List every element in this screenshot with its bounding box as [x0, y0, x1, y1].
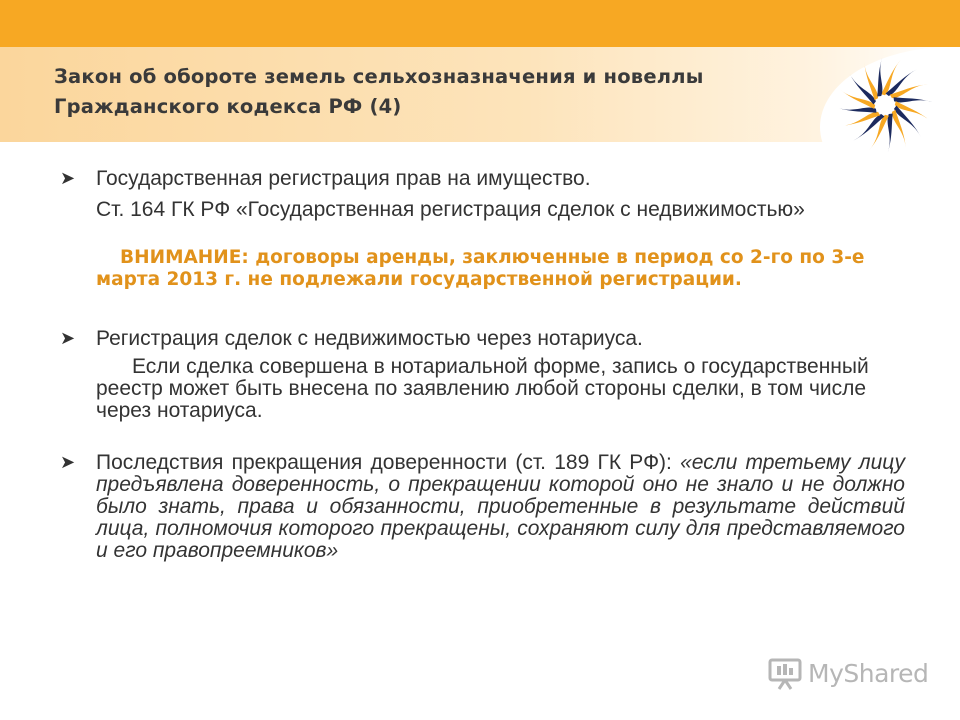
legal-quote: «если третьему лицу предъявлена доверенность, о прекращении которой оно не знало и не должно было знать, права и обязанности, приобретенные в результате действий лица, полномочия которого прекращены, сохраняют силу для представляемого и его правопреемников» [96, 451, 905, 562]
slide-title-line-1: Закон об обороте земель сельхозназначения и новеллы [54, 65, 704, 88]
bullet-text: Последствия прекращения доверенности (ст. 189 ГК РФ): [96, 451, 681, 474]
sun-swirl-logo-icon [836, 56, 934, 154]
warning-notice: ВНИМАНИЕ: договоры аренды, заключенные в период со 2-го по 3-е марта 2013 г. не подлежали государственной регистрации. [96, 247, 865, 290]
bullet-item-power-of-attorney [60, 452, 905, 562]
slide-content [60, 168, 905, 562]
presentation-board-icon [768, 657, 802, 691]
article-reference: Ст. 164 ГК РФ «Государственная регистрация сделок с недвижимостью» [96, 198, 805, 221]
bullet-text: Государственная регистрация прав на имущество. [96, 167, 591, 190]
watermark [768, 656, 938, 692]
notary-detail: Если сделка совершена в нотариальной форме, запись о государственный реестр может быть внесена по заявлению любой стороны сделки, в том числе через нотариуса. [96, 355, 869, 422]
watermark-text: MyShared [808, 659, 929, 688]
bullet-item-notary [60, 328, 905, 350]
arrowhead-bullet-icon: ➤ [60, 328, 76, 349]
bullet-item-registration [60, 168, 905, 190]
slide-title [54, 62, 814, 122]
top-accent-bar [0, 0, 960, 47]
bullet-text: Регистрация сделок с недвижимостью через нотариуса. [96, 327, 643, 350]
arrowhead-bullet-icon: ➤ [60, 452, 76, 473]
slide-title-line-2: Гражданского кодекса РФ (4) [54, 95, 402, 118]
arrowhead-bullet-icon: ➤ [60, 168, 76, 189]
